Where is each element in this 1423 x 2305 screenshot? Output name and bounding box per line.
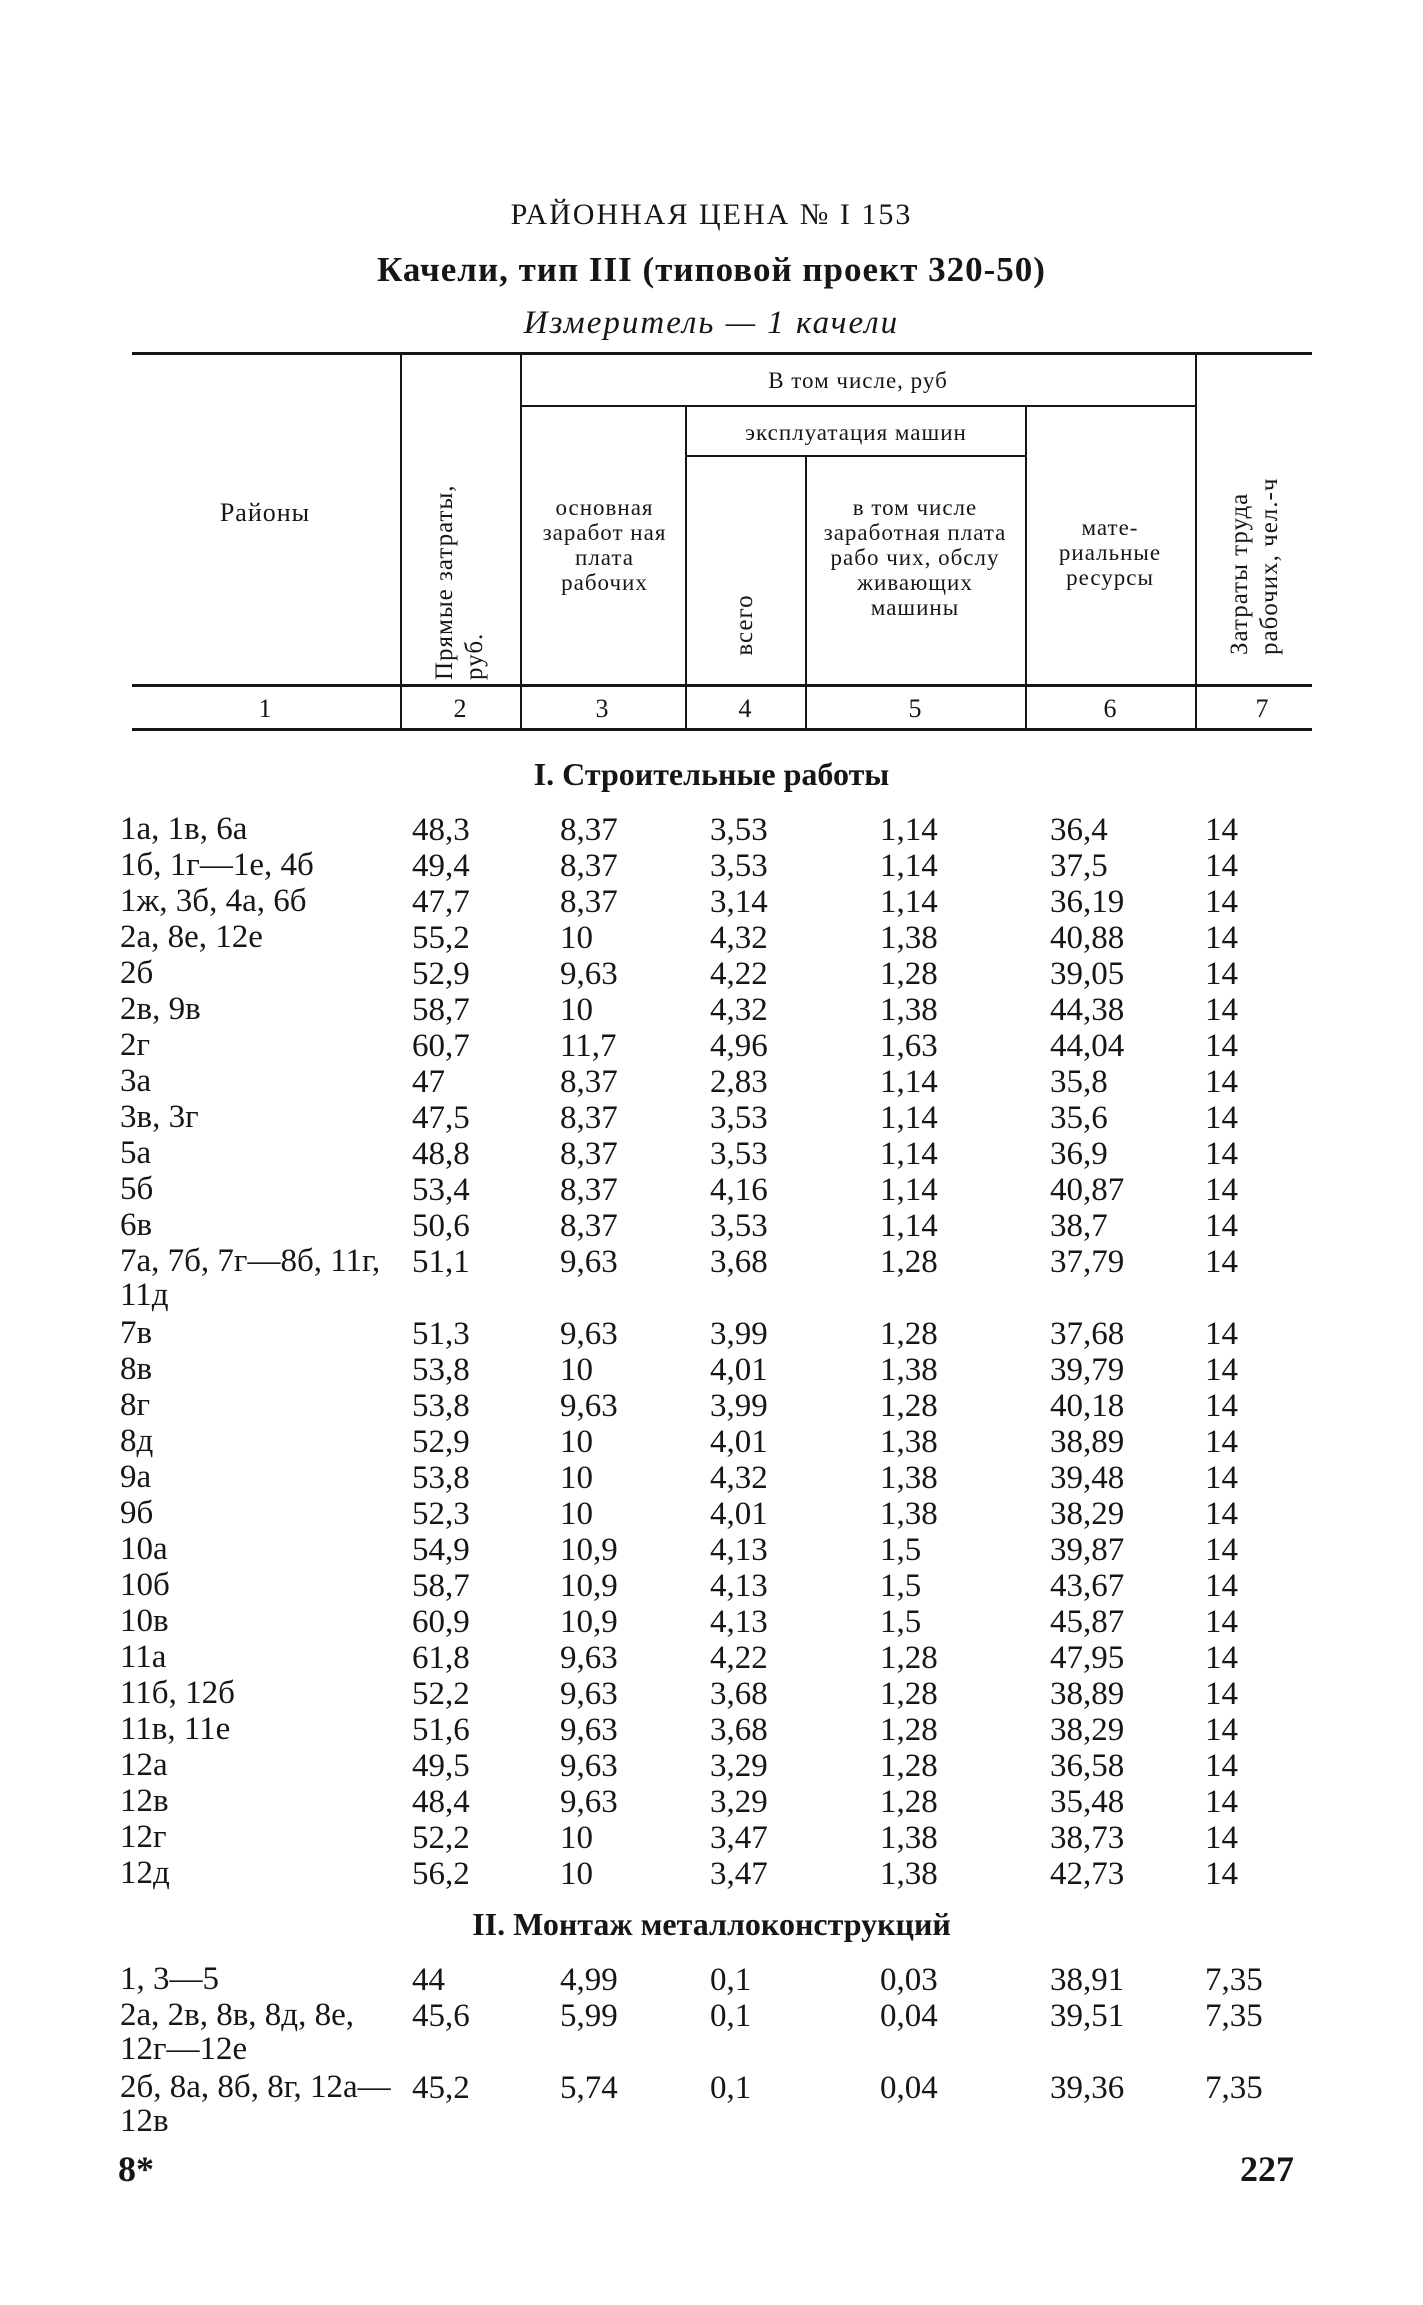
col-number: 4 xyxy=(738,694,752,723)
cell-labor: 14 xyxy=(1205,1784,1238,1820)
cell-machine-total: 3,14 xyxy=(710,884,768,920)
cell-machine-wage: 1,38 xyxy=(880,992,938,1028)
row-region: 1а, 1в, 6а xyxy=(120,811,248,847)
cell-materials: 44,04 xyxy=(1050,1028,1125,1064)
cell-direct-costs: 60,7 xyxy=(412,1028,470,1064)
table-row xyxy=(0,1208,1423,1244)
table-row xyxy=(0,1604,1423,1640)
cell-machine-total: 3,29 xyxy=(710,1748,768,1784)
cell-direct-costs: 48,3 xyxy=(412,812,470,848)
cell-direct-costs: 52,9 xyxy=(412,956,470,992)
cell-base-wage: 9,63 xyxy=(560,1640,618,1676)
row-region: 3в, 3г xyxy=(120,1099,199,1135)
cell-machine-wage: 1,28 xyxy=(880,1748,938,1784)
cell-machine-wage: 0,04 xyxy=(880,1998,938,2034)
cell-materials: 38,29 xyxy=(1050,1496,1125,1532)
cell-materials: 43,67 xyxy=(1050,1568,1125,1604)
cell-materials: 36,58 xyxy=(1050,1748,1125,1784)
cell-machine-wage: 1,38 xyxy=(880,1496,938,1532)
cell-materials: 39,36 xyxy=(1050,2070,1125,2106)
header-incl-wage-machine: в том числе заработная плата рабо чих, обслу живающих машины xyxy=(823,495,1007,620)
cell-machine-total: 0,1 xyxy=(710,1998,752,2034)
colnum-bottom-rule xyxy=(132,728,1312,731)
cell-labor: 7,35 xyxy=(1205,1998,1263,2034)
row-region: 12г xyxy=(120,1819,167,1855)
cell-machine-total: 3,53 xyxy=(710,1136,768,1172)
cell-base-wage: 10 xyxy=(560,920,593,956)
cell-base-wage: 10 xyxy=(560,1352,593,1388)
cell-base-wage: 8,37 xyxy=(560,884,618,920)
col-number: 7 xyxy=(1255,694,1269,723)
cell-machine-total: 3,99 xyxy=(710,1316,768,1352)
cell-materials: 40,88 xyxy=(1050,920,1125,956)
cell-base-wage: 10,9 xyxy=(560,1604,618,1640)
cell-labor: 14 xyxy=(1205,956,1238,992)
section-2-rows xyxy=(0,1962,1423,2142)
cell-machine-total: 4,01 xyxy=(710,1424,768,1460)
cell-labor: 14 xyxy=(1205,1316,1238,1352)
cell-base-wage: 10 xyxy=(560,1424,593,1460)
cell-machine-wage: 1,38 xyxy=(880,1820,938,1856)
cell-machine-wage: 1,14 xyxy=(880,1136,938,1172)
row-region: 5б xyxy=(120,1171,154,1207)
cell-machine-wage: 1,14 xyxy=(880,884,938,920)
cell-base-wage: 10,9 xyxy=(560,1568,618,1604)
cell-materials: 35,8 xyxy=(1050,1064,1108,1100)
cell-base-wage: 10 xyxy=(560,1856,593,1892)
table-row xyxy=(0,2070,1423,2142)
cell-direct-costs: 53,4 xyxy=(412,1172,470,1208)
cell-labor: 14 xyxy=(1205,1100,1238,1136)
cell-base-wage: 5,74 xyxy=(560,2070,618,2106)
cell-machine-total: 3,29 xyxy=(710,1784,768,1820)
cell-machine-wage: 1,28 xyxy=(880,1784,938,1820)
col-number: 1 xyxy=(258,694,272,723)
header-regions: Районы xyxy=(219,498,311,527)
cell-materials: 38,89 xyxy=(1050,1676,1125,1712)
cell-labor: 14 xyxy=(1205,992,1238,1028)
cell-machine-wage: 1,5 xyxy=(880,1604,922,1640)
cell-machine-wage: 1,14 xyxy=(880,1208,938,1244)
cell-labor: 14 xyxy=(1205,1568,1238,1604)
header-machine-operation: эксплуатация машин xyxy=(745,420,967,445)
table-row xyxy=(0,1640,1423,1676)
cell-machine-wage: 1,28 xyxy=(880,1316,938,1352)
header-total: всего xyxy=(731,594,758,656)
cell-base-wage: 9,63 xyxy=(560,1676,618,1712)
row-region: 7в xyxy=(120,1315,153,1351)
section-title: I. Строительные работы xyxy=(533,756,890,792)
cell-materials: 45,87 xyxy=(1050,1604,1125,1640)
cell-labor: 7,35 xyxy=(1205,2070,1263,2106)
cell-labor: 14 xyxy=(1205,1748,1238,1784)
row-region: 12д xyxy=(120,1855,170,1891)
header-top-rule xyxy=(132,352,1312,355)
cell-base-wage: 8,37 xyxy=(560,1136,618,1172)
cell-labor: 14 xyxy=(1205,1460,1238,1496)
row-region: 1ж, 3б, 4а, 6б xyxy=(120,883,307,919)
rule-machines xyxy=(686,455,1025,457)
cell-machine-total: 3,99 xyxy=(710,1388,768,1424)
price-title: РАЙОННАЯ ЦЕНА № I 153 xyxy=(510,198,913,231)
cell-direct-costs: 47,7 xyxy=(412,884,470,920)
cell-machine-total: 4,96 xyxy=(710,1028,768,1064)
cell-machine-wage: 1,38 xyxy=(880,920,938,956)
cell-base-wage: 9,63 xyxy=(560,1388,618,1424)
table-row xyxy=(0,1316,1423,1352)
cell-machine-wage: 1,14 xyxy=(880,1172,938,1208)
cell-direct-costs: 47 xyxy=(412,1064,445,1100)
row-region: 6в xyxy=(120,1207,153,1243)
cell-direct-costs: 51,3 xyxy=(412,1316,470,1352)
page-number: 227 xyxy=(1240,2149,1294,2189)
row-region: 9а xyxy=(120,1459,152,1495)
header-labor-costs: Затраты труда рабочих, чел.-ч xyxy=(1226,477,1283,655)
cell-machine-wage: 1,14 xyxy=(880,1064,938,1100)
cell-labor: 14 xyxy=(1205,1676,1238,1712)
table-row xyxy=(0,1820,1423,1856)
cell-machine-total: 3,53 xyxy=(710,1208,768,1244)
cell-machine-wage: 1,38 xyxy=(880,1460,938,1496)
cell-machine-total: 3,53 xyxy=(710,812,768,848)
header-base-wage: основная заработ ная плата рабочих xyxy=(542,495,667,595)
cell-machine-wage: 1,63 xyxy=(880,1028,938,1064)
rule-including xyxy=(521,405,1195,407)
table-row xyxy=(0,1352,1423,1388)
row-region: 2в, 9в xyxy=(120,991,201,1027)
cell-machine-total: 3,68 xyxy=(710,1676,768,1712)
cell-direct-costs: 45,2 xyxy=(412,2070,470,2106)
cell-machine-wage: 1,14 xyxy=(880,848,938,884)
cell-materials: 44,38 xyxy=(1050,992,1125,1028)
cell-materials: 37,68 xyxy=(1050,1316,1125,1352)
table-row xyxy=(0,1424,1423,1460)
header-bottom-rule xyxy=(132,684,1312,687)
cell-machine-wage: 1,28 xyxy=(880,1640,938,1676)
col-divider xyxy=(805,457,807,728)
cell-materials: 38,91 xyxy=(1050,1962,1125,1998)
table-row xyxy=(0,920,1423,956)
row-region: 10а xyxy=(120,1531,168,1567)
cell-base-wage: 8,37 xyxy=(560,1172,618,1208)
cell-machine-total: 4,16 xyxy=(710,1172,768,1208)
cell-base-wage: 5,99 xyxy=(560,1998,618,2034)
cell-labor: 14 xyxy=(1205,1244,1238,1280)
cell-labor: 14 xyxy=(1205,1712,1238,1748)
row-region: 8г xyxy=(120,1387,151,1423)
cell-machine-total: 4,01 xyxy=(710,1352,768,1388)
cell-machine-wage: 1,38 xyxy=(880,1352,938,1388)
cell-base-wage: 4,99 xyxy=(560,1962,618,1998)
cell-base-wage: 9,63 xyxy=(560,1712,618,1748)
cell-direct-costs: 51,1 xyxy=(412,1244,470,1280)
table-row xyxy=(0,1388,1423,1424)
section-1-rows xyxy=(0,812,1423,1892)
cell-labor: 14 xyxy=(1205,1208,1238,1244)
cell-base-wage: 10,9 xyxy=(560,1532,618,1568)
cell-base-wage: 10 xyxy=(560,1460,593,1496)
cell-base-wage: 9,63 xyxy=(560,1316,618,1352)
cell-direct-costs: 48,8 xyxy=(412,1136,470,1172)
table-row xyxy=(0,1496,1423,1532)
row-region: 1, 3—5 xyxy=(120,1961,219,1997)
cell-direct-costs: 54,9 xyxy=(412,1532,470,1568)
table-row xyxy=(0,1856,1423,1892)
cell-materials: 47,95 xyxy=(1050,1640,1125,1676)
table-row xyxy=(0,956,1423,992)
cell-labor: 14 xyxy=(1205,1820,1238,1856)
cell-materials: 36,19 xyxy=(1050,884,1125,920)
cell-materials: 35,48 xyxy=(1050,1784,1125,1820)
cell-materials: 38,29 xyxy=(1050,1712,1125,1748)
cell-direct-costs: 52,2 xyxy=(412,1676,470,1712)
cell-materials: 36,4 xyxy=(1050,812,1108,848)
table-row xyxy=(0,1568,1423,1604)
cell-machine-wage: 0,03 xyxy=(880,1962,938,1998)
cell-labor: 14 xyxy=(1205,812,1238,848)
table-row xyxy=(0,992,1423,1028)
cell-machine-total: 4,22 xyxy=(710,956,768,992)
cell-machine-total: 3,47 xyxy=(710,1820,768,1856)
cell-labor: 14 xyxy=(1205,1172,1238,1208)
cell-machine-wage: 1,28 xyxy=(880,956,938,992)
cell-machine-wage: 1,5 xyxy=(880,1532,922,1568)
cell-materials: 38,7 xyxy=(1050,1208,1108,1244)
cell-machine-wage: 1,38 xyxy=(880,1856,938,1892)
table-row xyxy=(0,1676,1423,1712)
cell-labor: 7,35 xyxy=(1205,1962,1263,1998)
cell-base-wage: 9,63 xyxy=(560,1748,618,1784)
row-region: 10б xyxy=(120,1567,170,1603)
table-row xyxy=(0,1136,1423,1172)
cell-machine-wage: 1,28 xyxy=(880,1388,938,1424)
cell-direct-costs: 55,2 xyxy=(412,920,470,956)
cell-direct-costs: 52,3 xyxy=(412,1496,470,1532)
cell-direct-costs: 53,8 xyxy=(412,1352,470,1388)
cell-machine-wage: 1,14 xyxy=(880,812,938,848)
cell-base-wage: 9,63 xyxy=(560,1784,618,1820)
cell-machine-total: 4,32 xyxy=(710,920,768,956)
row-region: 10в xyxy=(120,1603,169,1639)
cell-direct-costs: 53,8 xyxy=(412,1388,470,1424)
table-row xyxy=(0,1998,1423,2070)
row-region: 8д xyxy=(120,1423,154,1459)
table-row xyxy=(0,1244,1423,1316)
cell-labor: 14 xyxy=(1205,1064,1238,1100)
row-region: 12а xyxy=(120,1747,168,1783)
table-row xyxy=(0,1532,1423,1568)
table-row xyxy=(0,1460,1423,1496)
cell-direct-costs: 48,4 xyxy=(412,1784,470,1820)
cell-base-wage: 11,7 xyxy=(560,1028,617,1064)
cell-labor: 14 xyxy=(1205,1604,1238,1640)
cell-direct-costs: 50,6 xyxy=(412,1208,470,1244)
cell-base-wage: 10 xyxy=(560,992,593,1028)
cell-base-wage: 8,37 xyxy=(560,812,618,848)
cell-machine-total: 3,68 xyxy=(710,1244,768,1280)
cell-machine-wage: 0,04 xyxy=(880,2070,938,2106)
header-including: В том числе, руб xyxy=(768,368,948,393)
cell-materials: 38,73 xyxy=(1050,1820,1125,1856)
cell-machine-wage: 1,38 xyxy=(880,1424,938,1460)
cell-materials: 39,05 xyxy=(1050,956,1125,992)
row-region: 5а xyxy=(120,1135,152,1171)
cell-machine-total: 4,13 xyxy=(710,1604,768,1640)
table-row xyxy=(0,848,1423,884)
cell-machine-total: 0,1 xyxy=(710,2070,752,2106)
row-region: 11а xyxy=(120,1639,167,1675)
row-region: 11б, 12б xyxy=(120,1675,235,1711)
table-row xyxy=(0,884,1423,920)
col-number: 2 xyxy=(453,694,467,723)
cell-materials: 36,9 xyxy=(1050,1136,1108,1172)
cell-direct-costs: 44 xyxy=(412,1962,445,1998)
col-divider xyxy=(400,354,402,728)
cell-base-wage: 8,37 xyxy=(560,1100,618,1136)
col-divider xyxy=(1025,407,1027,728)
row-region: 2б xyxy=(120,955,154,991)
cell-labor: 14 xyxy=(1205,1352,1238,1388)
table-row xyxy=(0,812,1423,848)
cell-direct-costs: 51,6 xyxy=(412,1712,470,1748)
cell-labor: 14 xyxy=(1205,1424,1238,1460)
cell-machine-wage: 1,28 xyxy=(880,1676,938,1712)
header-materials: мате-риальные ресурсы xyxy=(1058,515,1162,590)
col-number: 6 xyxy=(1103,694,1117,723)
cell-machine-total: 3,68 xyxy=(710,1712,768,1748)
cell-materials: 39,51 xyxy=(1050,1998,1125,2034)
cell-direct-costs: 58,7 xyxy=(412,992,470,1028)
cell-labor: 14 xyxy=(1205,1136,1238,1172)
cell-base-wage: 8,37 xyxy=(560,1208,618,1244)
cell-machine-total: 4,22 xyxy=(710,1640,768,1676)
cell-machine-wage: 1,28 xyxy=(880,1712,938,1748)
cell-base-wage: 10 xyxy=(560,1496,593,1532)
cell-machine-wage: 1,28 xyxy=(880,1244,938,1280)
cell-machine-total: 4,32 xyxy=(710,992,768,1028)
cell-labor: 14 xyxy=(1205,1640,1238,1676)
cell-direct-costs: 52,9 xyxy=(412,1424,470,1460)
cell-direct-costs: 49,4 xyxy=(412,848,470,884)
cell-labor: 14 xyxy=(1205,1532,1238,1568)
cell-labor: 14 xyxy=(1205,884,1238,920)
col-number: 3 xyxy=(595,694,609,723)
cell-machine-total: 2,83 xyxy=(710,1064,768,1100)
cell-base-wage: 8,37 xyxy=(560,848,618,884)
header-direct-costs: Прямые затраты, руб. xyxy=(431,484,488,680)
signature-mark: 8* xyxy=(118,2149,154,2189)
row-region: 2б, 8а, 8б, 8г, 12а—12в xyxy=(120,2069,391,2139)
cell-base-wage: 9,63 xyxy=(560,1244,618,1280)
cell-machine-wage: 1,5 xyxy=(880,1568,922,1604)
cell-materials: 37,79 xyxy=(1050,1244,1125,1280)
row-region: 9б xyxy=(120,1495,154,1531)
table-row xyxy=(0,1962,1423,1998)
row-region: 12в xyxy=(120,1783,169,1819)
table-row xyxy=(0,1784,1423,1820)
row-region: 8в xyxy=(120,1351,153,1387)
cell-machine-total: 4,13 xyxy=(710,1532,768,1568)
cell-machine-total: 0,1 xyxy=(710,1962,752,1998)
cell-direct-costs: 45,6 xyxy=(412,1998,470,2034)
row-region: 7а, 7б, 7г—8б, 11г, 11д xyxy=(120,1243,381,1313)
cell-machine-wage: 1,14 xyxy=(880,1100,938,1136)
row-region: 11в, 11е xyxy=(120,1711,231,1747)
table-row xyxy=(0,1100,1423,1136)
cell-labor: 14 xyxy=(1205,1496,1238,1532)
row-region: 2а, 8е, 12е xyxy=(120,919,263,955)
cell-direct-costs: 58,7 xyxy=(412,1568,470,1604)
cell-materials: 40,18 xyxy=(1050,1388,1125,1424)
section-title: II. Монтаж металлоконструкций xyxy=(472,1906,951,1942)
table-row xyxy=(0,1028,1423,1064)
col-divider xyxy=(1195,354,1197,728)
cell-direct-costs: 47,5 xyxy=(412,1100,470,1136)
cell-base-wage: 8,37 xyxy=(560,1064,618,1100)
row-region: 2а, 2в, 8в, 8д, 8е, 12г—12е xyxy=(120,1997,354,2067)
col-divider xyxy=(520,354,522,728)
col-number: 5 xyxy=(908,694,922,723)
cell-materials: 37,5 xyxy=(1050,848,1108,884)
cell-labor: 14 xyxy=(1205,848,1238,884)
cell-labor: 14 xyxy=(1205,1388,1238,1424)
cell-machine-total: 4,01 xyxy=(710,1496,768,1532)
table-row xyxy=(0,1712,1423,1748)
cell-base-wage: 9,63 xyxy=(560,956,618,992)
cell-machine-total: 3,53 xyxy=(710,848,768,884)
measure-unit: Измеритель — 1 качели xyxy=(523,305,900,341)
cell-machine-total: 4,13 xyxy=(710,1568,768,1604)
cell-labor: 14 xyxy=(1205,920,1238,956)
cell-labor: 14 xyxy=(1205,1856,1238,1892)
cell-materials: 39,48 xyxy=(1050,1460,1125,1496)
cell-direct-costs: 49,5 xyxy=(412,1748,470,1784)
item-subtitle: Качели, тип III (типовой проект 320-50) xyxy=(377,250,1046,289)
row-region: 2г xyxy=(120,1027,151,1063)
cell-materials: 35,6 xyxy=(1050,1100,1108,1136)
cell-direct-costs: 52,2 xyxy=(412,1820,470,1856)
row-region: 1б, 1г—1е, 4б xyxy=(120,847,314,883)
cell-base-wage: 10 xyxy=(560,1820,593,1856)
cell-direct-costs: 61,8 xyxy=(412,1640,470,1676)
cell-labor: 14 xyxy=(1205,1028,1238,1064)
cell-machine-total: 3,53 xyxy=(710,1100,768,1136)
cell-materials: 39,87 xyxy=(1050,1532,1125,1568)
cell-materials: 39,79 xyxy=(1050,1352,1125,1388)
cell-materials: 42,73 xyxy=(1050,1856,1125,1892)
table-row xyxy=(0,1064,1423,1100)
cell-machine-total: 4,32 xyxy=(710,1460,768,1496)
cell-direct-costs: 53,8 xyxy=(412,1460,470,1496)
cell-materials: 40,87 xyxy=(1050,1172,1125,1208)
cell-direct-costs: 56,2 xyxy=(412,1856,470,1892)
table-row xyxy=(0,1172,1423,1208)
row-region: 3а xyxy=(120,1063,152,1099)
table-row xyxy=(0,1748,1423,1784)
cell-materials: 38,89 xyxy=(1050,1424,1125,1460)
cell-machine-total: 3,47 xyxy=(710,1856,768,1892)
cell-direct-costs: 60,9 xyxy=(412,1604,470,1640)
